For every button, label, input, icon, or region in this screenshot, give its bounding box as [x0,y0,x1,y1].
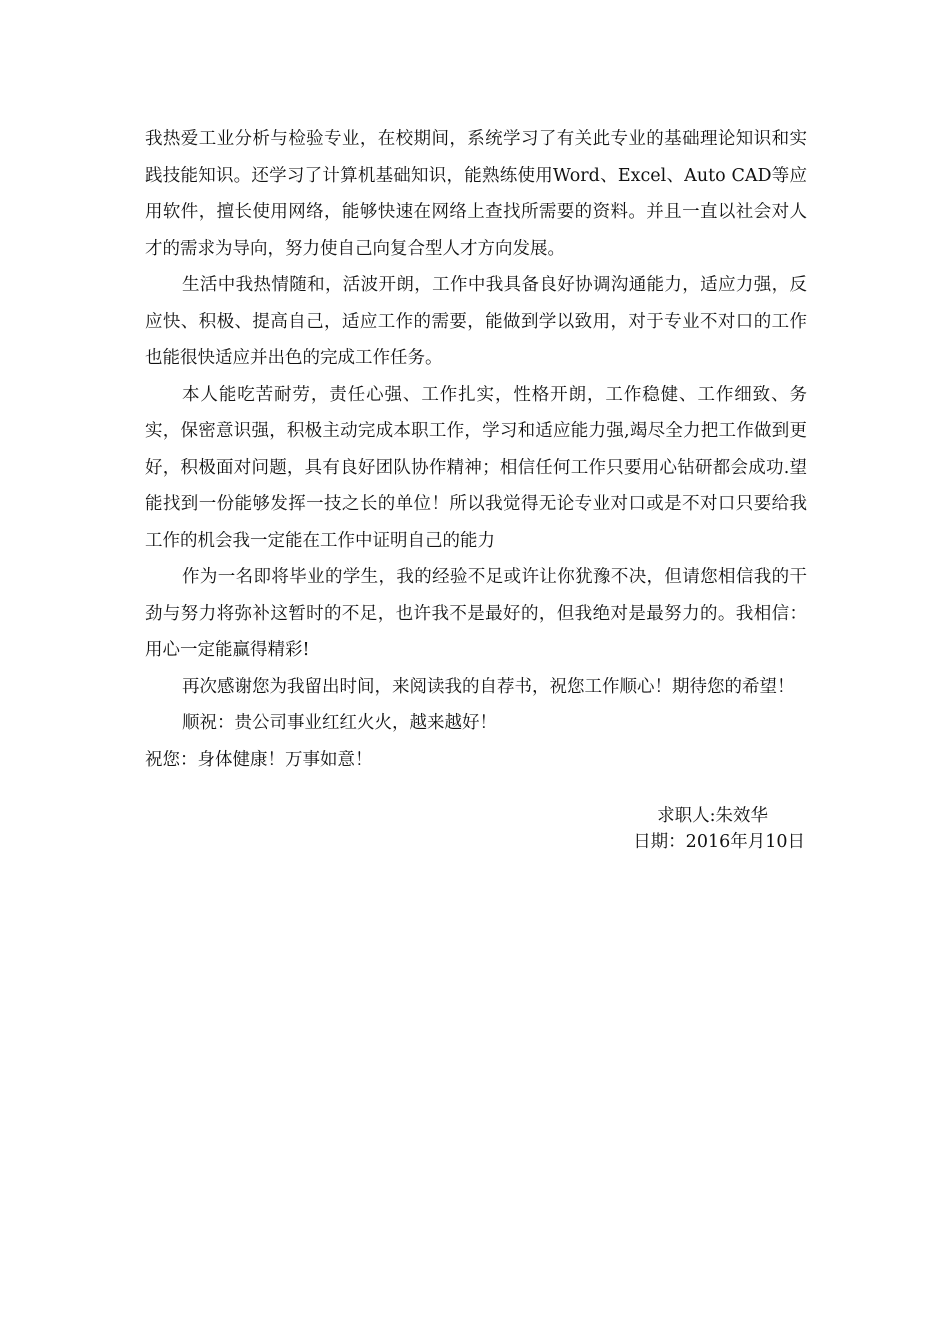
letter-date: 日期：2016年月10日 [633,832,805,852]
paragraph-thanks: 再次感谢您为我留出时间，来阅读我的自荐书，祝您工作顺心！期待您的希望！ [182,676,795,697]
closing-wish-health: 祝您：身体健康！万事如意！ [145,749,373,770]
paragraph-graduate-statement: 作为一名即将毕业的学生，我的经验不足或许让你犹豫不决，但请您相信我的干劲与努力将弥补这暂时的不足，也许我不是最好的，但我绝对是最努力的。我相信：用心一定能赢得精彩! [145,567,807,660]
closing-wish-company: 顺祝：贵公司事业红红火火，越来越好！ [182,713,497,733]
paragraph-work-attitude: 本人能吃苦耐劳，责任心强、工作扎实，性格开朗，工作稳健、工作细致、务实，保密意识强，积极主动完成本职工作，学习和适应能力强,竭尽全力把工作做到更好，积极面对问题，具有良好团队协作精神；相信任何工作只要用心钻研都会成功.望能找到一份能够发挥一技之长的单位！所以我觉得无论专业对口或是不对口只要给我工作的机会我一定能在工作中证明自己的能力 [145,384,807,551]
applicant-signature: 求职人:朱效华 [657,806,768,826]
paragraph-personality: 生活中我热情随和，活波开朗，工作中我具备良好协调沟通能力，适应力强，反应快、积极、提高自己，适应工作的需要，能做到学以致用，对于专业不对口的工作也能很快适应并出色的完成工作任务。 [145,275,807,368]
letter-body [145,121,807,778]
paragraph-major-skills: 我热爱工业分析与检验专业，在校期间，系统学习了有关此专业的基础理论知识和实践技能知识。还学习了计算机基础知识，能熟练使用Word、Excel、Auto CAD等应用软件，擅长使用网络，能够快速在网络上查找所需要的资料。并且一直以社会对人才的需求为导向，努力使自己向复合型人才方向发展。 [145,129,807,259]
